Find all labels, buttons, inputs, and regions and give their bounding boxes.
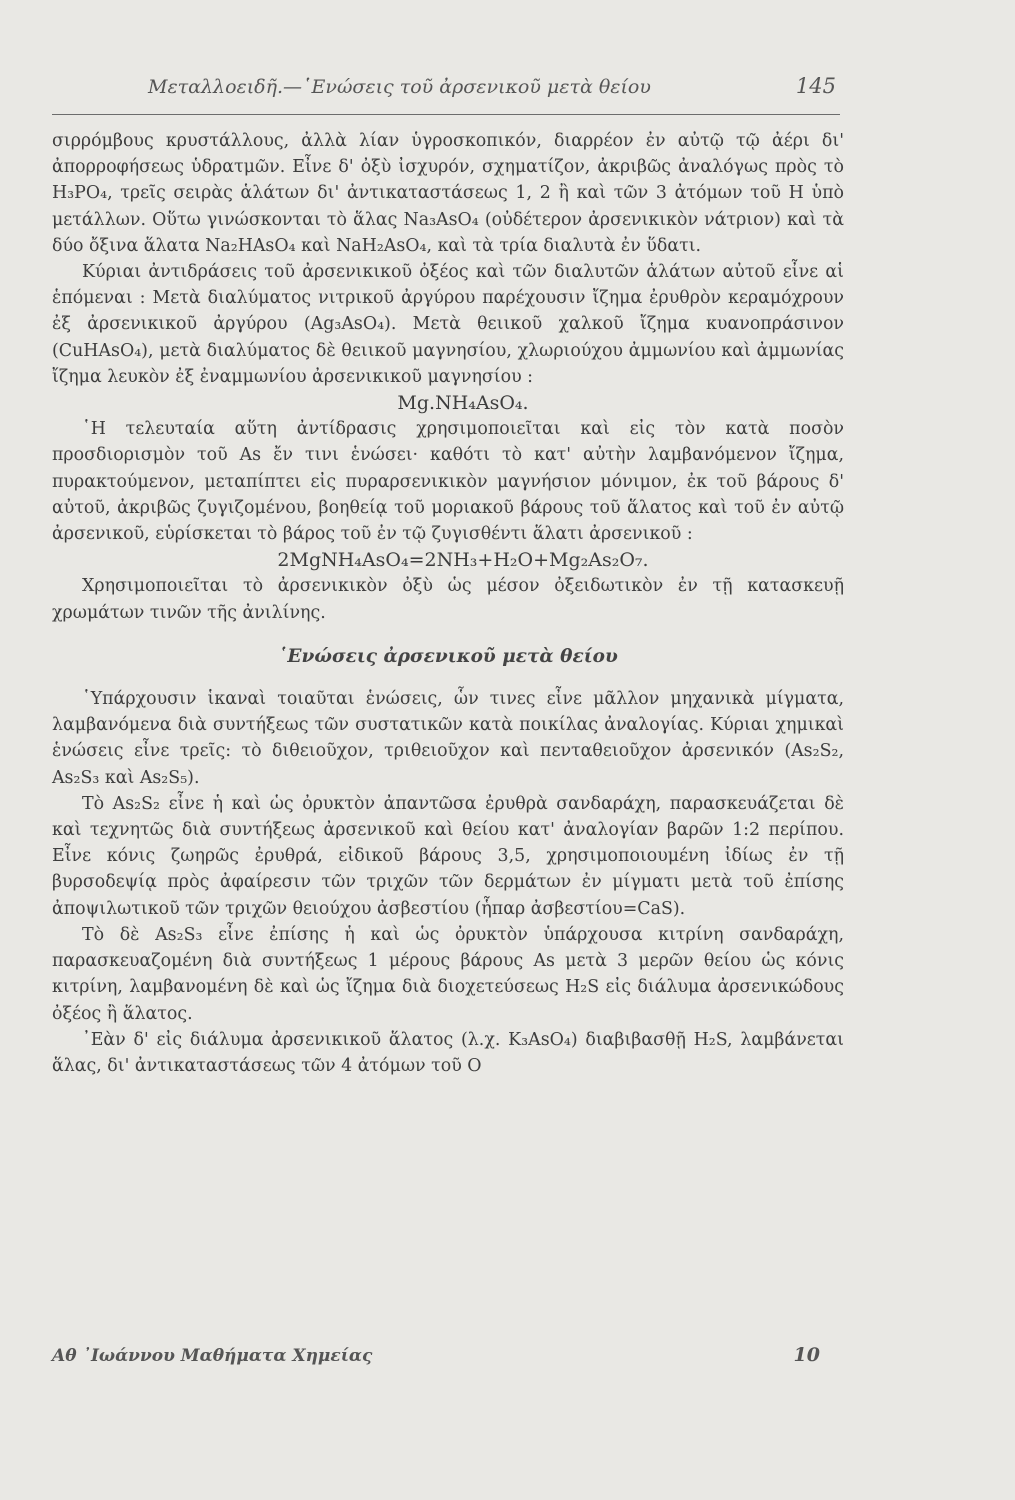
paragraph: Τὸ As₂S₂ εἶνε ἡ καὶ ὡς ὀρυκτὸν ἀπαντῶσα ἐρυθρὰ σανδαράχη, παρασκευάζεται δὲ καὶ τεχνητῶς διὰ συντήξεως ἀρσενικοῦ καὶ θείου κατ' ἀναλογίαν βαρῶν 1:2 περίπου. Εἶνε κόνις ζωηρῶς ἐρυθρά, εἰδικοῦ βάρους 3,5, χρησιμοποιουμένη ἰδίως ἐν τῇ βυρσοδεψίᾳ πρὸς ἀφαίρεσιν τῶν τριχῶν τῶν δερμάτων ἐν μίγματι μετὰ τοῦ ἐπίσης ἀποψιλωτικοῦ τῶν τριχῶν θειούχου ἀσβεστίου (ἧπαρ ἀσβεστίου=CaS). [52, 793, 844, 919]
chemical-equation: 2MgNH₄AsO₄=2NH₃+H₂O+Mg₂As₂O₇. [277, 549, 649, 572]
paragraph: ῾Υπάρχουσιν ἱκαναὶ τοιαῦται ἑνώσεις, ὧν τινες εἶνε μᾶλλον μηχανικὰ μίγματα, λαμβανόμενα διὰ συντήξεως τῶν συστατικῶν κατὰ ποικίλας ἀναλογίας. Κύριαι χημικαὶ ἑνώσεις εἶνε τρεῖς: τὸ διθειοῦχον, τριθειοῦχον καὶ πενταθειοῦχον ἀρσενικόν (As₂S₂, As₂S₃ καὶ As₂S₅). [52, 689, 844, 788]
paragraph: Κύριαι ἀντιδράσεις τοῦ ἀρσενικικοῦ ὀξέος καὶ τῶν διαλυτῶν ἁλάτων αὐτοῦ εἶνε αἱ ἑπόμεναι : Μετὰ διαλύματος νιτρικοῦ ἀργύρου παρέχουσιν ἴζημα ἐρυθρὸν κεραμόχρουν ἐξ ἀρσενικικοῦ ἀργύρου (Ag₃AsO₄). Μετὰ θειικοῦ χαλκοῦ ἴζημα κυανοπράσινον (CuHAsO₄), μετὰ διαλύματος δὲ θειικοῦ μαγνησίου, χλωριούχου ἀμμωνίου καὶ ἀμμωνίας ἴζημα λευκὸν ἐξ ἐναμμωνίου ἀρσενικικοῦ μαγνησίου : [52, 262, 844, 387]
paragraph: ῾Η τελευταία αὕτη ἀντίδρασις χρησιμοποιεῖται καὶ εἰς τὸν κατὰ ποσὸν προσδιορισμὸν τοῦ As ἔν τινι ἑνώσει· καθότι τὸ κατ' αὐτὴν λαμβανόμενον ἴζημα, πυρακτούμενον, μεταπίπτει εἰς πυραρσενικικὸν μαγνήσιον μόνιμον, ἐκ τοῦ βάρους δ' αὐτοῦ, ἀκριβῶς ζυγιζομένου, βοηθείᾳ τοῦ μοριακοῦ βάρους τοῦ ἅλατος καὶ τοῦ ἐν αὐτῷ ἀρσενικοῦ, εὑρίσκεται τὸ βάρος τοῦ ἐν τῷ ζυγισθέντι ἅλατι ἀρσενικοῦ : [52, 419, 844, 545]
section-title: ῾Ενώσεις ἀρσενικοῦ μετὰ θείου [278, 645, 618, 667]
page-footer [52, 1346, 842, 1376]
paragraph: ᾿Εὰν δ' εἰς διάλυμα ἀρσενικικοῦ ἅλατος (λ.χ. K₃AsO₄) διαβιβασθῇ H₂S, λαμβάνεται ἅλας, δι' ἀντικαταστάσεως τῶν 4 ἀτόμων τοῦ O [52, 1029, 844, 1076]
paragraph: Τὸ δὲ As₂S₃ εἶνε ἐπίσης ἡ καὶ ὡς ὀρυκτὸν ὑπάρχουσα κιτρίνη σανδαράχη, παρασκευαζομένη διὰ συντήξεως 1 μέρους βάρους As μετὰ 3 μερῶν θείου ὡς κόνις κιτρίνη, λαμβανομένη δὲ καὶ ὡς ἴζημα διὰ διοχετεύσεως H₂S εἰς διάλυμα ἀρσενικώδους ὀξέος ἢ ἅλατος. [52, 924, 844, 1024]
page-body [52, 128, 844, 1079]
paragraph: σιρρόμβους κρυστάλλους, ἀλλὰ λίαν ὑγροσκοπικόν, διαρρέον ἐν αὐτῷ τῷ ἀέρι δι' ἀπορροφήσεως ὑδρατμῶν. Εἶνε δ' ὀξὺ ἰσχυρόν, σχηματίζον, ἀκριβῶς ἀναλόγως πρὸς τὸ H₃PO₄, τρεῖς σειρὰς ἁλάτων δι' ἀντικαταστάσεως 1, 2 ἢ καὶ τῶν 3 ἀτόμων τοῦ H ὑπὸ μετάλλων. Οὕτω γινώσκονται τὸ ἅλας Na₃AsO₄ (οὐδέτερον ἀρσενικικὸν νάτριον) καὶ τὰ δύο ὄξινα ἅλατα Na₂HAsO₄ καὶ NaH₂AsO₄, καὶ τὰ τρία διαλυτὰ ἐν ὕδατι. [52, 131, 844, 256]
page-header [52, 74, 840, 115]
signature-mark: 10 [793, 1344, 820, 1366]
footer-book-title: Αθ ᾿Ιωάννου Μαθήματα Χημείας [52, 1346, 373, 1366]
page-number: 145 [795, 74, 836, 98]
chemical-formula: Mg.NH₄AsO₄. [397, 392, 529, 415]
paragraph: Χρησιμοποιεῖται τὸ ἀρσενικικὸν ὀξὺ ὡς μέσον ὀξειδωτικὸν ἐν τῇ κατασκευῇ χρωμάτων τινῶν τῆς ἀνιλίνης. [52, 576, 844, 623]
running-head: Μεταλλοειδῆ.—῾Ενώσεις τοῦ ἀρσενικοῦ μετὰ θείου [148, 76, 651, 98]
